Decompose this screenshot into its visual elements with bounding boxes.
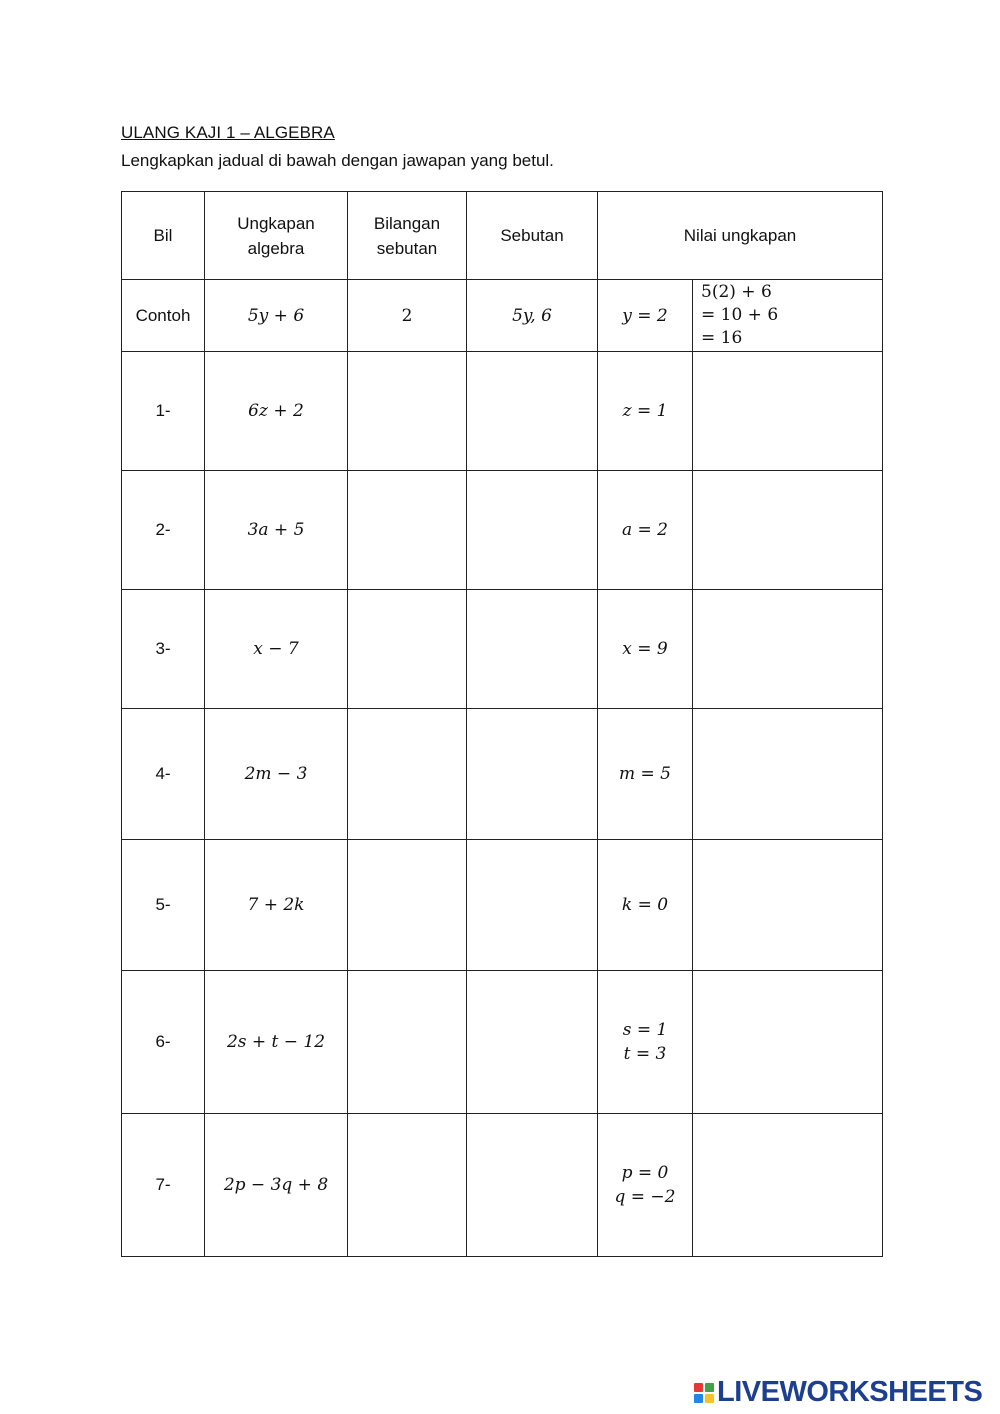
row-expression: 3a + 5 (205, 471, 348, 590)
row-substitution (598, 709, 693, 840)
value-answer-cell[interactable] (693, 709, 883, 840)
row-expression: 7 + 2k (205, 840, 348, 971)
header-row (122, 192, 883, 280)
liveworksheets-logo-icon (694, 1383, 714, 1403)
algebra-table (121, 191, 883, 1257)
term-count-answer-cell[interactable] (348, 352, 467, 471)
term-count-answer-cell[interactable] (348, 709, 467, 840)
table-row (122, 590, 883, 709)
col-header-ungkapan: Ungkapan algebra (205, 192, 348, 280)
brand-name: LIVEWORKSHEETS (717, 1376, 983, 1408)
table-row (122, 1114, 883, 1257)
row-substitution (598, 1114, 693, 1257)
term-count-answer-cell[interactable] (348, 471, 467, 590)
example-substitution: y = 2 (598, 280, 693, 352)
substitution-value: z = 1 (622, 401, 668, 421)
example-expression: 5y + 6 (205, 280, 348, 352)
table-row (122, 840, 883, 971)
value-answer-cell[interactable] (693, 471, 883, 590)
worksheet-title: ULANG KAJI 1 – ALGEBRA (121, 123, 335, 142)
row-bil: 6- (122, 971, 205, 1114)
terms-answer-cell[interactable] (467, 471, 598, 590)
table-row (122, 709, 883, 840)
table-row (122, 471, 883, 590)
table-row (122, 352, 883, 471)
example-term-count: 2 (348, 280, 467, 352)
value-answer-cell[interactable] (693, 352, 883, 471)
row-substitution (598, 471, 693, 590)
instruction-text: Lengkapkan jadual di bawah dengan jawapan yang betul. (121, 151, 554, 170)
col-header-nilai: Nilai ungkapan (598, 192, 883, 280)
substitution-value: s = 1 (622, 1020, 668, 1040)
example-bil: Contoh (122, 280, 205, 352)
value-answer-cell[interactable] (693, 971, 883, 1114)
substitution-value: q = −2 (614, 1187, 676, 1207)
example-row (122, 280, 883, 352)
row-expression: 2p − 3q + 8 (205, 1114, 348, 1257)
terms-answer-cell[interactable] (467, 590, 598, 709)
row-expression: 2m − 3 (205, 709, 348, 840)
row-substitution (598, 352, 693, 471)
row-substitution (598, 971, 693, 1114)
row-bil: 2- (122, 471, 205, 590)
terms-answer-cell[interactable] (467, 971, 598, 1114)
value-answer-cell[interactable] (693, 1114, 883, 1257)
substitution-value: x = 9 (622, 639, 668, 659)
value-answer-cell[interactable] (693, 840, 883, 971)
col-header-sebutan: Sebutan (467, 192, 598, 280)
substitution-value: m = 5 (619, 764, 671, 784)
terms-answer-cell[interactable] (467, 709, 598, 840)
col-header-bilangan: Bilangan sebutan (348, 192, 467, 280)
substitution-value: t = 3 (623, 1044, 667, 1064)
terms-answer-cell[interactable] (467, 352, 598, 471)
term-count-answer-cell[interactable] (348, 590, 467, 709)
row-expression: 6z + 2 (205, 352, 348, 471)
row-substitution (598, 840, 693, 971)
term-count-answer-cell[interactable] (348, 1114, 467, 1257)
example-working: 5(2) + 6 = 10 + 6 = 16 (693, 280, 883, 352)
terms-answer-cell[interactable] (467, 1114, 598, 1257)
row-bil: 7- (122, 1114, 205, 1257)
row-bil: 3- (122, 590, 205, 709)
substitution-value: a = 2 (621, 520, 668, 540)
substitution-value: k = 0 (621, 895, 669, 915)
row-expression: x − 7 (205, 590, 348, 709)
terms-answer-cell[interactable] (467, 840, 598, 971)
table-row (122, 971, 883, 1114)
term-count-answer-cell[interactable] (348, 840, 467, 971)
row-bil: 5- (122, 840, 205, 971)
row-bil: 4- (122, 709, 205, 840)
example-terms: 5y, 6 (467, 280, 598, 352)
row-substitution (598, 590, 693, 709)
substitution-value: p = 0 (621, 1163, 669, 1183)
value-answer-cell[interactable] (693, 590, 883, 709)
row-bil: 1- (122, 352, 205, 471)
row-expression: 2s + t − 12 (205, 971, 348, 1114)
term-count-answer-cell[interactable] (348, 971, 467, 1114)
col-header-bil: Bil (122, 192, 205, 280)
liveworksheets-logo (694, 1376, 982, 1409)
